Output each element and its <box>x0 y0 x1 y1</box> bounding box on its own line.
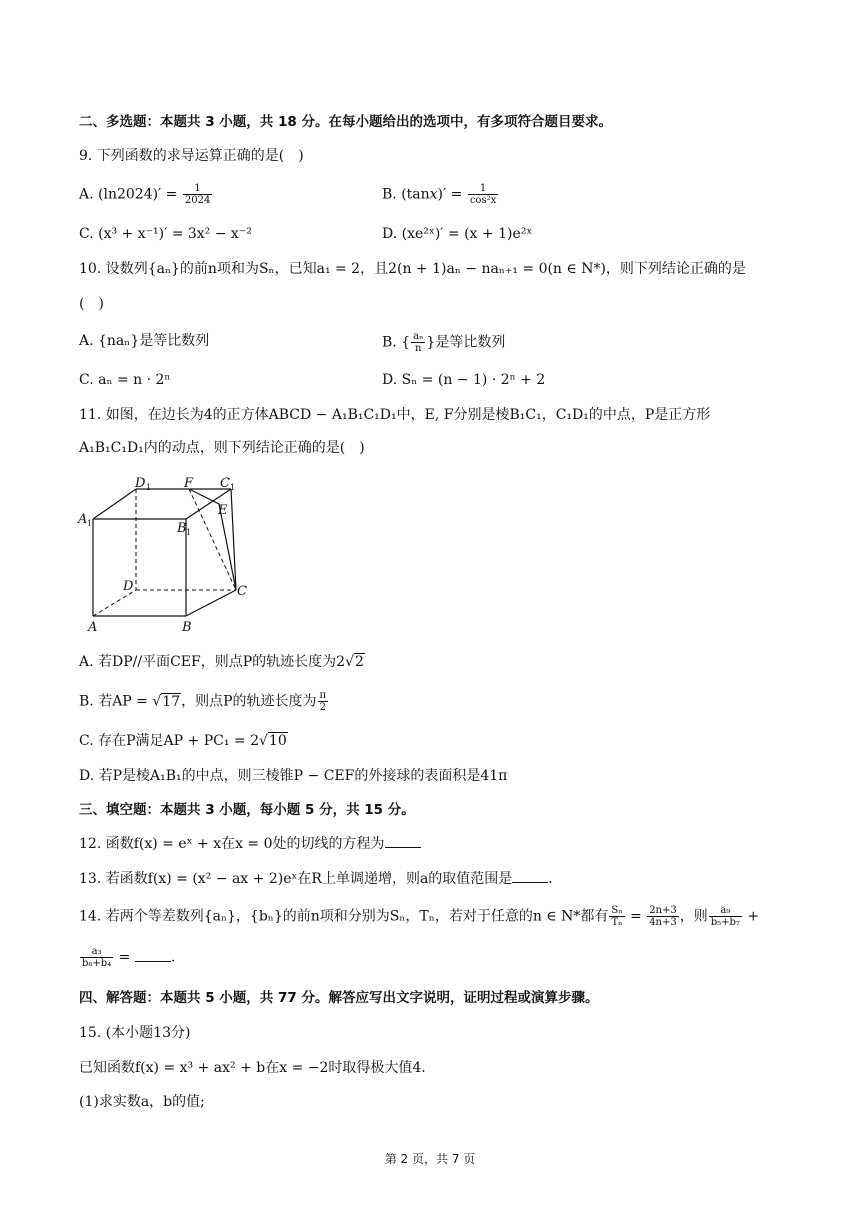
q9-option-a: A. (ln2024)′ = $\frac{1}{2024}$ <box>79 183 211 206</box>
label-e: E <box>218 503 228 518</box>
q15-stem: 已知函数f(x) = x³ + ax² + b在x = −2时取得极大值4. <box>79 1060 426 1076</box>
label-f: F <box>184 476 194 491</box>
label-d1-sub: 1 <box>146 483 152 492</box>
label-b1-sub: 1 <box>186 528 192 537</box>
q10-option-d: D. Sₙ = (n − 1) · 2ⁿ + 2 <box>382 372 546 388</box>
q9-option-d: D. (xe²ˣ)′ = (x + 1)e²ˣ <box>382 226 533 242</box>
label-a: A <box>88 620 98 634</box>
q11-option-d: D. 若P是棱A₁B₁的中点，则三棱锥P − CEF的外接球的表面积是41π <box>79 768 508 784</box>
q11-option-b: B. 若AP = √17，则点P的轨迹长度为 $\frac{\pi}{2}$ <box>79 690 327 713</box>
label-d1: D <box>135 476 146 491</box>
segment-f-e <box>189 489 219 504</box>
q11-option-c: C. 存在P满足AP + PC₁ = 2√10 <box>79 733 287 749</box>
q15-title: 15. (本小题13分) <box>79 1025 191 1041</box>
edge-b-c <box>186 590 236 616</box>
label-c: C <box>237 584 247 599</box>
q11-stem: 11. 如图，在边长为4的正方体ABCD − A₁B₁C₁D₁中，E, F分别是棱B₁C₁，C₁D₁的中点，P是正方形 <box>79 407 711 423</box>
label-b: B <box>182 620 192 634</box>
label-c1-sub: 1 <box>230 483 236 492</box>
cube-figure <box>76 474 256 634</box>
q9-option-c: C. (x³ + x⁻¹)′ = 3x² − x⁻² <box>79 226 252 242</box>
hidden-segment-f-c <box>189 489 236 590</box>
label-b1: B <box>177 521 187 536</box>
section-answer-heading: 四、解答题：本题共 5 小题，共 77 分。解答应写出文字说明，证明过程或演算步骤。 <box>79 990 599 1006</box>
q15-part1: (1)求实数a，b的值; <box>79 1094 205 1110</box>
q11-option-a: A. 若DP//平面CEF，则点P的轨迹长度为2√2 <box>79 654 364 670</box>
q9-stem: 9. 下列函数的求导运算正确的是( ) <box>79 148 304 164</box>
q14: 14. 若两个等差数列{aₙ}，{bₙ}的前n项和分别为Sₙ，Tₙ，若对于任意的n ∈ N*都有 $\frac{\text{Sₙ}}{\text{Tₙ}}$ = $\frac{2n+3}{4n+3}$ ，则 $\frac{\text{a₉}}{\text{b₅+b₇}}$ + <box>79 905 760 928</box>
answer-blank <box>385 833 421 848</box>
answer-blank <box>135 947 171 962</box>
q13: 13. 若函数f(x) = (x² − ax + 2)eˣ在R上单调递增，则a的取值范围是 . <box>79 868 553 889</box>
q10-stem-cont: ( ) <box>79 296 104 312</box>
answer-blank <box>512 868 548 883</box>
q10-option-a: A. {naₙ}是等比数列 <box>79 333 210 349</box>
page-footer: 第 2 页，共 7 页 <box>384 1152 476 1166</box>
edge-a1-d1 <box>93 489 136 519</box>
q12: 12. 函数f(x) = eˣ + x在x = 0处的切线的方程为 <box>79 833 421 854</box>
q14-cont: $\frac{\text{a₃}}{\text{b₈+b₄}}$ = . <box>82 946 176 969</box>
q11-stem-cont: A₁B₁C₁D₁内的动点，则下列结论正确的是( ) <box>79 440 365 456</box>
q9-option-b: B. (tanx)′ = $\frac{1}{\text{cos²x}}$ <box>382 183 497 206</box>
q10-stem: 10. 设数列{aₙ}的前n项和为Sₙ，已知a₁ = 2，且2(n + 1)aₙ − naₙ₊₁ = 0(n ∈ N*)，则下列结论正确的是 <box>79 261 746 277</box>
section-fill-in-heading: 三、填空题：本题共 3 小题，每小题 5 分，共 15 分。 <box>79 802 415 818</box>
label-d: D <box>123 579 134 594</box>
label-a1-sub: 1 <box>87 519 93 528</box>
q10-option-c: C. aₙ = n · 2ⁿ <box>79 372 171 388</box>
label-c1: C <box>220 476 230 491</box>
label-a1: A <box>78 512 88 527</box>
q10-option-b: B. { $\frac{\text{aₙ}}{n}$ }是等比数列 <box>382 331 506 354</box>
section-multi-choice-heading: 二、多选题：本题共 3 小题，共 18 分。在每小题给出的选项中，有多项符合题目要求。 <box>79 114 612 130</box>
